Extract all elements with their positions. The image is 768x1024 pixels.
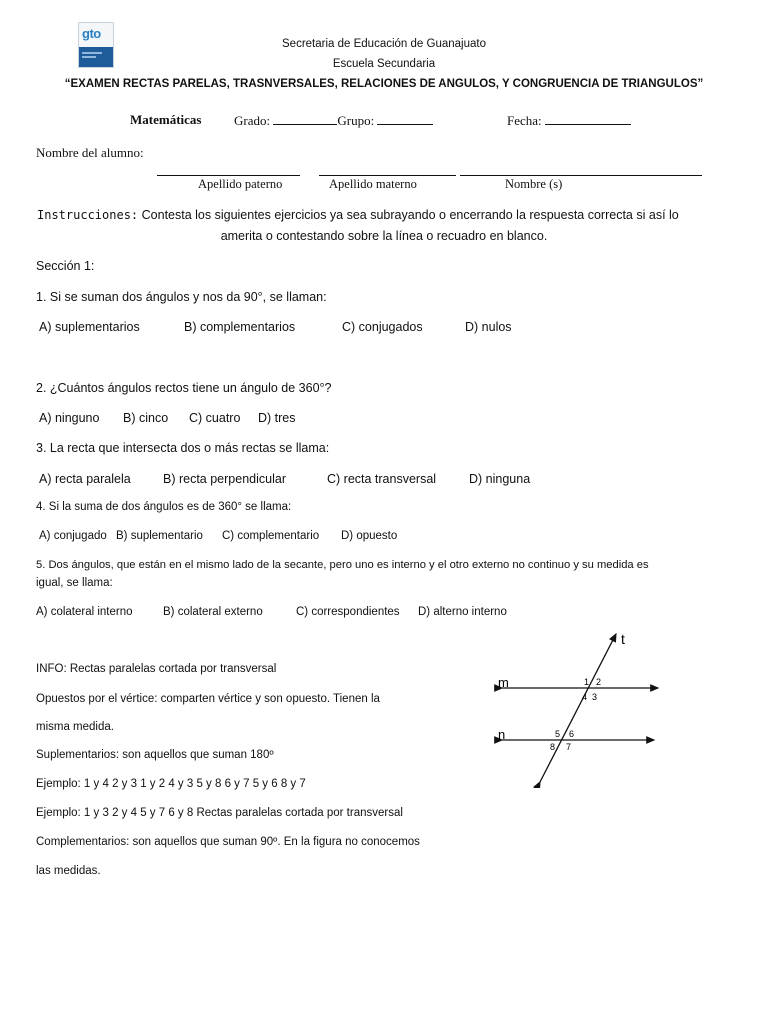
question-1: 1. Si se suman dos ángulos y nos da 90°, se llaman: (36, 290, 327, 304)
q2-option-c[interactable]: C) cuatro (189, 411, 241, 425)
q5-option-a[interactable]: A) colateral interno (36, 606, 133, 618)
parallel-lines-figure (490, 628, 680, 788)
q2-option-d[interactable]: D) tres (258, 411, 296, 425)
question-1-options (39, 320, 512, 334)
angle-3: 3 (592, 692, 598, 702)
student-name-label: Nombre del alumno: (36, 145, 144, 160)
q5-option-d[interactable]: D) alterno interno (418, 606, 507, 618)
question-4-options (39, 530, 397, 542)
info-line-5: Ejemplo: 1 y 3 2 y 4 5 y 7 6 y 8 Rectas paralelas cortada por transversal (36, 807, 403, 819)
q1-option-a[interactable]: A) suplementarios (39, 320, 140, 334)
q3-option-c[interactable]: C) recta transversal (327, 472, 437, 486)
info-line-2: misma medida. (36, 721, 114, 733)
question-3: 3. La recta que intersecta dos o más rectas se llama: (36, 441, 330, 455)
section-title: Sección 1: (36, 259, 95, 273)
info-title: INFO: Rectas paralelas cortada por transversal (36, 663, 277, 675)
group-field[interactable] (377, 112, 433, 125)
question-4: 4. Si la suma de dos ángulos es de 360° se llama: (36, 501, 292, 513)
names-line[interactable] (460, 175, 702, 176)
group-label: Grupo: (337, 113, 375, 128)
instructions-label: Instrucciones: (37, 208, 139, 222)
q5-option-c[interactable]: C) correspondientes (296, 606, 400, 618)
label-t: t (621, 631, 625, 647)
logo-text: gto (82, 26, 101, 41)
surname2-caption: Apellido materno (329, 177, 417, 191)
label-n: n (498, 727, 506, 742)
question-2-options (39, 411, 296, 425)
q3-option-a[interactable]: A) recta paralela (39, 472, 131, 486)
grade-label: Grado: Grupo: (234, 112, 433, 129)
question-5-options (36, 606, 507, 618)
question-3-options (39, 472, 530, 486)
q1-option-b[interactable]: B) complementarios (184, 320, 296, 334)
question-2: 2. ¿Cuántos ángulos rectos tiene un ángulo de 360°? (36, 381, 332, 395)
info-line-6: Complementarios: son aquellos que suman 90º. En la figura no conocemos (36, 836, 420, 848)
q3-option-d[interactable]: D) ninguna (469, 472, 531, 486)
q5-option-b[interactable]: B) colateral externo (163, 606, 263, 618)
info-line-1: Opuestos por el vértice: comparten vértice y son opuesto. Tienen la (36, 693, 380, 705)
angle-6: 6 (569, 729, 575, 739)
q2-option-b[interactable]: B) cinco (123, 411, 169, 425)
date-field[interactable] (545, 112, 631, 125)
header-line-1: Secretaria de Educación de Guanajuato (282, 38, 486, 50)
angle-1: 1 (584, 677, 590, 687)
question-5-line-1: 5. Dos ángulos, que están en el mismo lado de la secante, pero uno es interno y el otro externo no continuo y su medida es (36, 559, 649, 571)
q4-option-b[interactable]: B) suplementario (116, 530, 203, 542)
surname1-caption: Apellido paterno (198, 177, 283, 191)
q4-option-a[interactable]: A) conjugado (39, 530, 107, 542)
names-caption: Nombre (s) (505, 177, 563, 191)
exam-title: “EXAMEN RECTAS PARELAS, TRASNVERSALES, RELACIONES DE ANGULOS, Y CONGRUENCIA DE TRIANGULOS” (64, 78, 704, 90)
angle-8: 8 (550, 742, 556, 752)
angle-4: 4 (582, 692, 588, 702)
q3-option-b[interactable]: B) recta perpendicular (163, 472, 286, 486)
surname1-line[interactable] (157, 175, 300, 176)
label-m: m (498, 675, 509, 690)
header-line-2: Escuela Secundaria (332, 58, 436, 70)
angle-2: 2 (596, 677, 602, 687)
q2-option-a[interactable]: A) ninguno (39, 411, 100, 425)
q4-option-d[interactable]: D) opuesto (341, 530, 398, 542)
angle-7: 7 (566, 742, 572, 752)
info-line-3: Suplementarios: son aquellos que suman 180º (36, 749, 274, 761)
q1-option-c[interactable]: C) conjugados (342, 320, 423, 334)
subject-label: Matemáticas (130, 112, 202, 127)
question-5-line-2: igual, se llama: (36, 577, 113, 589)
date-label: Fecha: (507, 112, 631, 129)
info-line-4: Ejemplo: 1 y 4 2 y 3 1 y 2 4 y 3 5 y 8 6 y 7 5 y 6 8 y 7 (36, 778, 306, 790)
grade-field[interactable] (273, 112, 337, 125)
surname2-line[interactable] (319, 175, 456, 176)
line-t (540, 634, 616, 782)
instructions-line-1: Instrucciones: Contesta los siguientes ejercicios ya sea subrayando o encerrando la respuesta correcta si así lo (37, 208, 679, 222)
instructions-line-2: amerita o contestando sobre la línea o recuadro en blanco. (220, 229, 548, 243)
angle-5: 5 (555, 729, 561, 739)
q4-option-c[interactable]: C) complementario (222, 530, 320, 542)
q1-option-d[interactable]: D) nulos (465, 320, 512, 334)
info-line-7: las medidas. (36, 865, 101, 877)
